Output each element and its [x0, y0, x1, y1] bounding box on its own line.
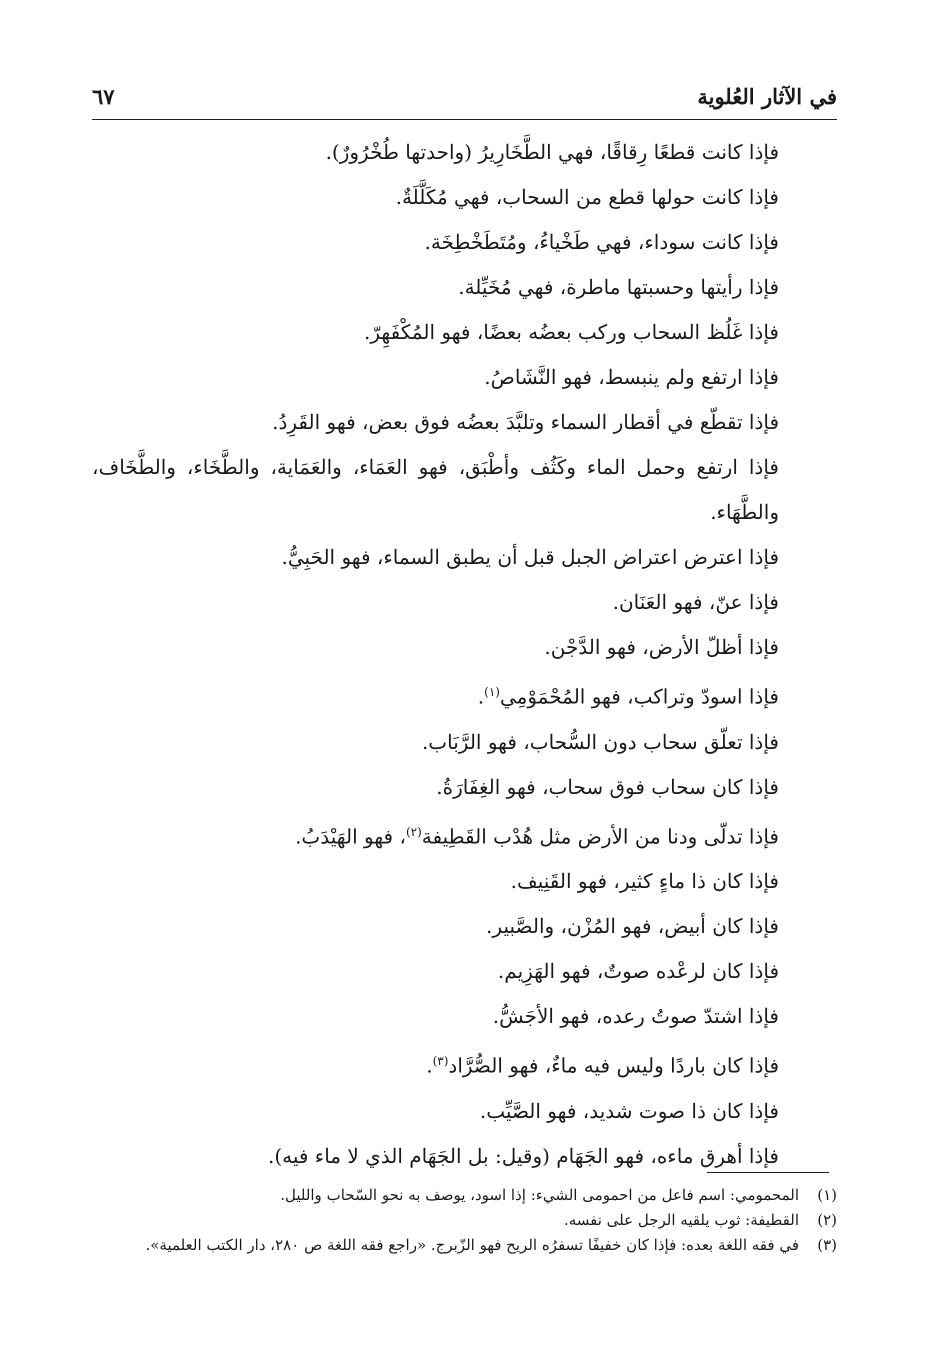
paragraph-with-footnote [92, 670, 837, 720]
paragraph-text: فإذا كان باردًا وليس فيه ماءٌ، فهو الصُّرَّاد [448, 1053, 779, 1078]
page-header [92, 78, 837, 118]
paragraph: فإذا غَلُظ السحاب وركب بعضُه بعضًا، فهو المُكْفَهِرّ. [364, 320, 779, 344]
paragraph: فإذا ارتفع وحمل الماء وكَثُف وأطْبَق، فهو العَمَاء، والعَمَاية، والطَّخَاء، والطَّخَاف، والطَّهَاء. [92, 455, 779, 524]
footnote-number: (٢) [817, 1211, 837, 1229]
paragraph: فإذا أظلّ الأرض، فهو الدَّجْن. [544, 635, 779, 659]
footnote-text: المحمومي: اسم فاعل من احمومى الشيء: إذا اسود، يوصف به نحو السّحاب والليل. [280, 1186, 799, 1204]
footnote-ref[interactable]: (٣) [432, 1054, 449, 1069]
paragraph-tail: ، فهو الهَيْدَبُ. [295, 824, 406, 849]
paragraph: فإذا اشتدّ صوتُ رعده، فهو الأجَشُّ. [492, 1004, 779, 1029]
footnote-text: في فقه اللغة بعده: فإذا كان خفيفًا تسفرُه الريح فهو الزّبرج. «راجع فقه اللغة ص ٢٨٠، دار الكتب العلمية». [145, 1236, 799, 1254]
paragraph: فإذا كان ذا صوت شديد، فهو الصَّيِّب. [479, 1098, 779, 1123]
paragraph: فإذا كانت سوداء، فهي طَخْياءُ، ومُتَطَخْطِخَة. [424, 230, 779, 254]
footnote-ref[interactable]: (٢) [405, 824, 422, 839]
header-divider [92, 119, 837, 120]
paragraph: فإذا اعترض اعتراض الجبل قبل أن يطبق السماء، فهو الحَبِيُّ. [281, 545, 779, 569]
paragraph: فإذا كان لرعْده صوتٌ، فهو الهَزِيم. [497, 959, 779, 984]
paragraph-with-footnote [92, 1039, 837, 1089]
running-title: في الآثار العُلوية [697, 84, 837, 109]
footnote [92, 1208, 837, 1233]
paragraph: فإذا كان سحاب فوق سحاب، فهو الغِفَارَةُ. [436, 774, 779, 799]
footnote-number: (٣) [817, 1236, 837, 1254]
paragraph: فإذا تقطّع في أقطار السماء وتلبَّدَ بعضُه فوق بعض، فهو القَرِدُ. [272, 410, 779, 434]
paragraph: فإذا تعلّق سحاب دون السُّحاب، فهو الرَّبَاب. [421, 729, 779, 754]
paragraph: فإذا كان أبيض، فهو المُزْن، والصَّبير. [486, 914, 779, 939]
footnotes [92, 1183, 837, 1258]
paragraph-tail: . [477, 684, 485, 709]
paragraph: فإذا عنّ، فهو العَنَان. [612, 590, 779, 614]
footnote-text: القطيفة: ثوب يلقيه الرجل على نفسه. [563, 1211, 799, 1229]
main-text [92, 130, 837, 1179]
paragraph: فإذا كان ذا ماءٍ كثير، فهو القَنِيف. [510, 869, 779, 894]
footnote [92, 1183, 837, 1208]
paragraph: فإذا رأيتها وحسبتها ماطرة، فهي مُخَيِّلة. [458, 275, 779, 299]
paragraph-text: فإذا تدلّى ودنا من الأرض مثل هُدْب القَطِيفة [421, 824, 779, 849]
page-number: ٦٧ [92, 84, 115, 109]
paragraph-tail: . [426, 1053, 433, 1078]
paragraph: فإذا أهرق ماءه، فهو الجَهَام (وقيل: بل الجَهَام الذي لا ماء فيه). [267, 1143, 779, 1168]
paragraph: فإذا كانت حولها قطع من السحاب، فهي مُكَلَّلَةٌ. [395, 185, 779, 209]
footnote [92, 1233, 837, 1258]
paragraph: فإذا كانت قطعًا رِقاقًا، فهي الطَّخَارِيرُ (واحدتها طُخْرُورٌ). [325, 140, 779, 164]
paragraph-text: فإذا اسودّ وتراكب، فهو المُحْمَوْمِي [499, 684, 779, 709]
footnote-ref[interactable]: (١) [484, 685, 500, 699]
paragraph: فإذا ارتفع ولم ينبسط، فهو النَّشَاصُ. [484, 365, 779, 389]
footnote-number: (١) [817, 1186, 837, 1204]
footnote-divider [707, 1172, 829, 1173]
paragraph-with-footnote [92, 810, 837, 860]
